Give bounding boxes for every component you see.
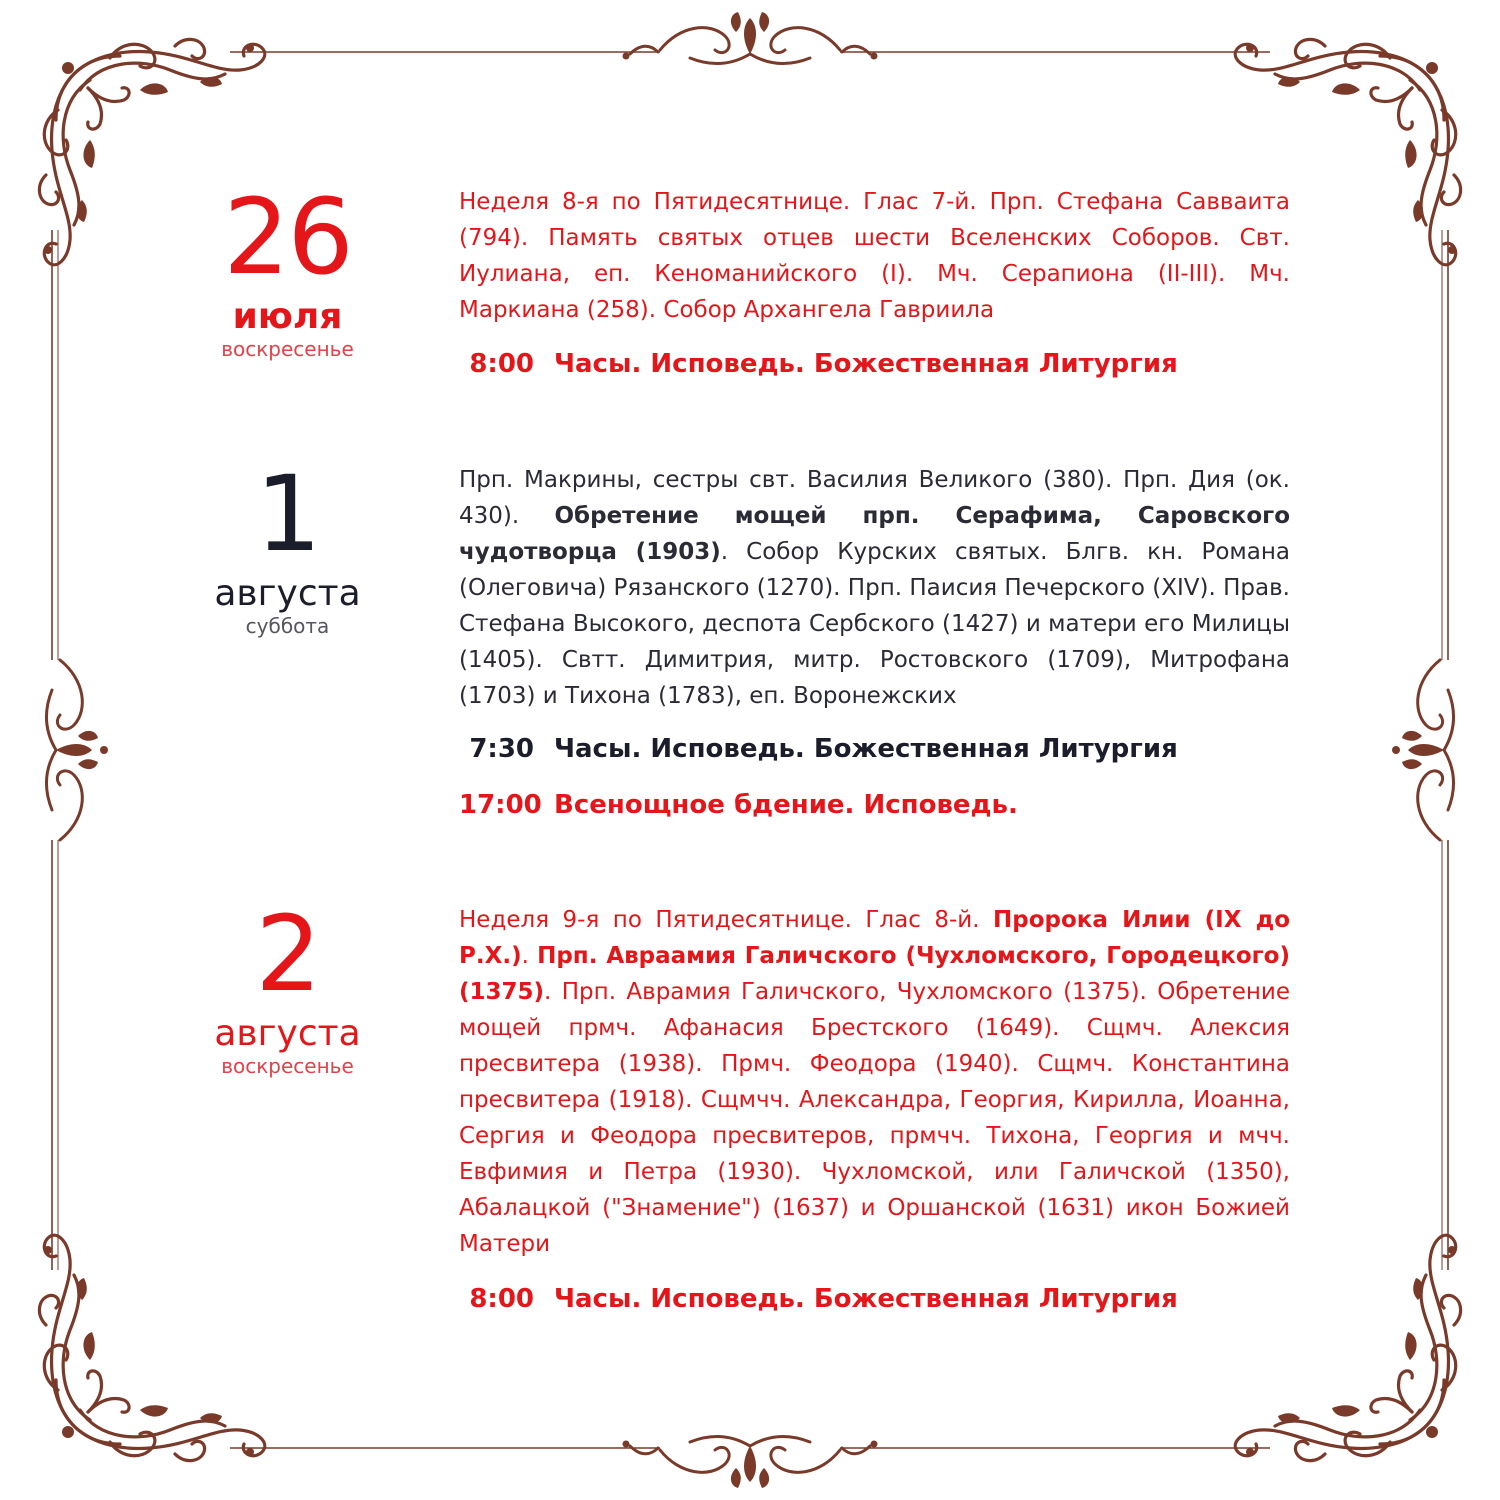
date-number: 2 <box>255 893 320 1015</box>
date-number: 1 <box>255 453 320 575</box>
description-text: Неделя 8-я по Пятидесятнице. Глас 7-й. Прп. Стефана Савваита (794). Память святых отцев шести Вселенских Соборов. Свт. Иулиана, еп. Кеноманийского (I). Мч. Серапиона (II-III). Мч. Маркиана (258). Собор Архангела Гавриила <box>459 189 1290 323</box>
date-month: августа <box>214 573 361 614</box>
service-label: Часы. Исповедь. Божественная Литургия <box>554 1284 1178 1314</box>
saints-description <box>459 462 1290 714</box>
saints-description <box>459 184 1290 328</box>
date-weekday: воскресенье <box>221 1054 354 1078</box>
service-time: 8:00 <box>469 1284 534 1314</box>
service-label: Часы. Исповедь. Божественная Литургия <box>554 734 1178 764</box>
description-text: . Прп. Аврамия Галичского, Чухломского (1375). Обретение мощей прмч. Афанасия Брестского (1649). Сщмч. Алексия пресвитера (1938). Прмч. Феодора (1940). Сщмч. Константина пресвитера (1918). Сщмчч. Александра, Георгия, Кирилла, Иоанна, Сергия и Феодора пресвитеров, прмчч. Тихона, Георгия и мчч. Евфимия и Петра (1930). Чухломской, или Галичской (1350), Абалацкой ("Знамение") (1637) и Оршанской (1631) икон Божией Матери <box>459 979 1290 1257</box>
description-bold-text: Прп. Авраамия Галичского (Чухломского, Городецкого) (1375) <box>459 943 1290 1005</box>
date-month: июля <box>232 296 343 337</box>
service-label: Всенощное бдение. Исповедь. <box>554 790 1018 820</box>
saints-description <box>459 902 1290 1262</box>
service-row <box>459 789 1290 821</box>
date-block <box>185 893 390 1078</box>
description-bold-text: Пророка Илии (IX до Р.Х.) <box>459 907 1291 969</box>
date-number: 26 <box>223 176 352 298</box>
service-label: Часы. Исповедь. Божественная Литургия <box>554 349 1178 379</box>
description-bold-text: Обретение мощей прп. Серафима, Саровского чудотворца (1903) <box>459 503 1290 565</box>
description-text: Неделя 9-я по Пятидесятнице. Глас 8-й. <box>459 907 994 933</box>
description-text: . Собор Курских святых. Блгв. кн. Романа (Олеговича) Рязанского (1270). Прп. Паисия Печерского (XIV). Прав. Стефана Высокого, деспота Сербского (1427) и матери его Милицы (1405). Свтт. Димитрия, митр. Ростовского (1709), Митрофана (1703) и Тихона (1783), еп. Воронежских <box>459 539 1290 709</box>
service-time: 17:00 <box>459 790 542 820</box>
description-text: . <box>521 943 538 969</box>
date-weekday: воскресенье <box>221 337 354 361</box>
service-row <box>459 1283 1290 1315</box>
service-row <box>459 348 1290 380</box>
service-row <box>459 733 1290 765</box>
date-month: августа <box>214 1013 361 1054</box>
service-time: 7:30 <box>469 734 534 764</box>
date-weekday: суббота <box>245 614 330 638</box>
service-time: 8:00 <box>469 349 534 379</box>
date-block <box>185 453 390 638</box>
description-text: Прп. Макрины, сестры свт. Василия Великого (380). Прп. Дия (ок. 430). <box>459 467 1290 529</box>
date-block <box>185 176 390 361</box>
